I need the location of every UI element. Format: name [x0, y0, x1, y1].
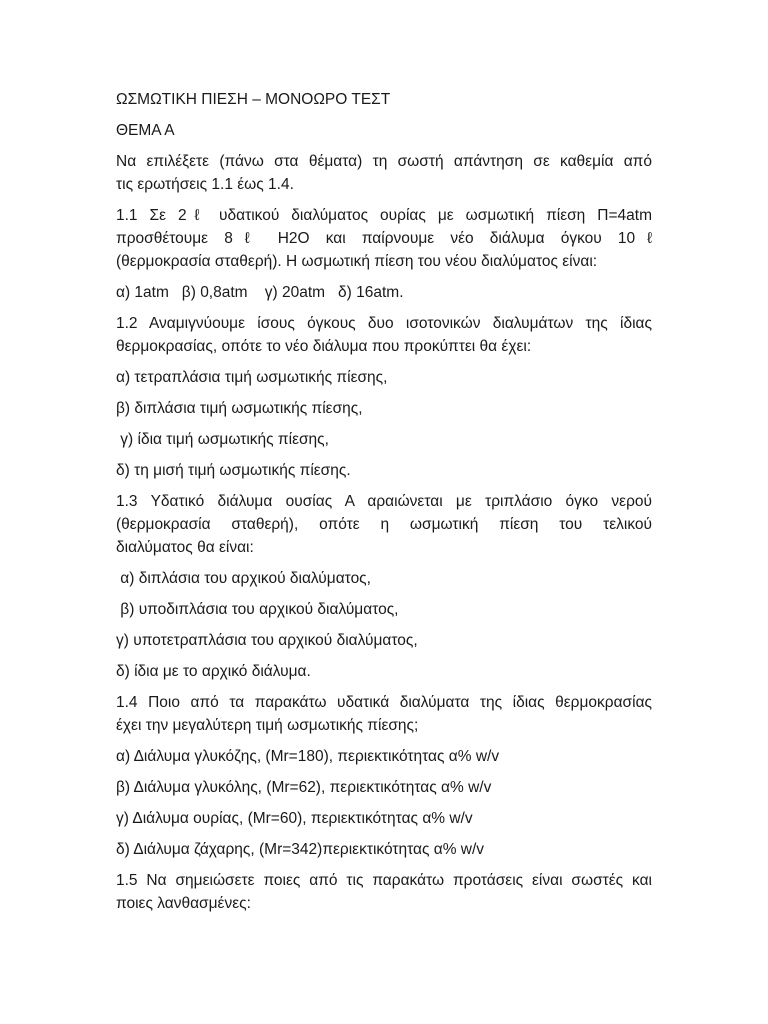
- question-line: διαλύματος θα είναι:: [116, 539, 254, 556]
- question-line: (θερμοκρασία σταθερή). Η ωσμωτική πίεση του νέου διαλύματος είναι:: [116, 253, 598, 270]
- question-line: 1.3 Υδατικό διάλυμα ουσίας Α αραιώνεται με τριπλάσιο όγκο νερού: [116, 493, 652, 510]
- answer-option: α) διπλάσια του αρχικού διαλύματος,: [116, 570, 371, 587]
- question-line: (θερμοκρασία σταθερή), οπότε η ωσμωτική πίεση του τελικού: [116, 516, 652, 533]
- question-1-3: [116, 490, 652, 559]
- document-title: ΩΣΜΩΤΙΚΗ ΠΙΕΣΗ – ΜΟΝΟΩΡΟ ΤΕΣΤ: [116, 91, 391, 108]
- question-line: 1.5 Να σημειώσετε ποιες από τις παρακάτω προτάσεις είναι σωστές και: [116, 872, 652, 889]
- answer-option: β) Διάλυμα γλυκόλης, (Mr=62), περιεκτικότητας α% w/v: [116, 779, 492, 796]
- document-body: [116, 88, 652, 923]
- section-heading: ΘΕΜΑ Α: [116, 122, 175, 139]
- question-line: 1.2 Αναμιγνύουμε ίσους όγκους δυο ισοτονικών διαλυμάτων της ίδιας: [116, 315, 652, 332]
- answer-option: α) Διάλυμα γλυκόζης, (Mr=180), περιεκτικότητας α% w/v: [116, 748, 500, 765]
- instructions-line: Να επιλέξετε (πάνω στα θέματα) τη σωστή απάντηση σε καθεμία από: [116, 153, 652, 170]
- question-1-4: [116, 691, 652, 737]
- answer-option: δ) Διάλυμα ζάχαρης, (Mr=342)περιεκτικότητας α% w/v: [116, 841, 485, 858]
- question-line: ποιες λανθασμένες:: [116, 895, 251, 912]
- answer-option: γ) Διάλυμα ουρίας, (Mr=60), περιεκτικότητας α% w/v: [116, 810, 473, 827]
- question-1-1-options: α) 1atm β) 0,8atm γ) 20atm δ) 16atm.: [116, 284, 404, 301]
- question-line: 1.1 Σε 2ℓ υδατικού διαλύματος ουρίας με ωσμωτική πίεση Π=4atm: [116, 207, 652, 224]
- question-1-1: [116, 204, 652, 273]
- question-1-2: [116, 312, 652, 358]
- question-line: έχει την μεγαλύτερη τιμή ωσμωτικής πίεσης;: [116, 717, 419, 734]
- answer-option: β) υποδιπλάσια του αρχικού διαλύματος,: [116, 601, 399, 618]
- question-1-5: [116, 869, 652, 915]
- instructions: [116, 150, 652, 196]
- question-line: θερμοκρασίας, οπότε το νέο διάλυμα που προκύπτει θα έχει:: [116, 338, 532, 355]
- answer-option: γ) ίδια τιμή ωσμωτικής πίεσης,: [116, 431, 329, 448]
- answer-option: δ) ίδια με το αρχικό διάλυμα.: [116, 663, 311, 680]
- question-line: 1.4 Ποιο από τα παρακάτω υδατικά διαλύματα της ίδιας θερμοκρασίας: [116, 694, 652, 711]
- answer-option: α) τετραπλάσια τιμή ωσμωτικής πίεσης,: [116, 369, 388, 386]
- instructions-line: τις ερωτήσεις 1.1 έως 1.4.: [116, 176, 294, 193]
- answer-option: δ) τη μισή τιμή ωσμωτικής πίεσης.: [116, 462, 351, 479]
- answer-option: β) διπλάσια τιμή ωσμωτικής πίεσης,: [116, 400, 363, 417]
- answer-option: γ) υποτετραπλάσια του αρχικού διαλύματος,: [116, 632, 418, 649]
- question-line: προσθέτουμε 8ℓ H2O και παίρνουμε νέο διάλυμα όγκου 10ℓ: [116, 230, 652, 247]
